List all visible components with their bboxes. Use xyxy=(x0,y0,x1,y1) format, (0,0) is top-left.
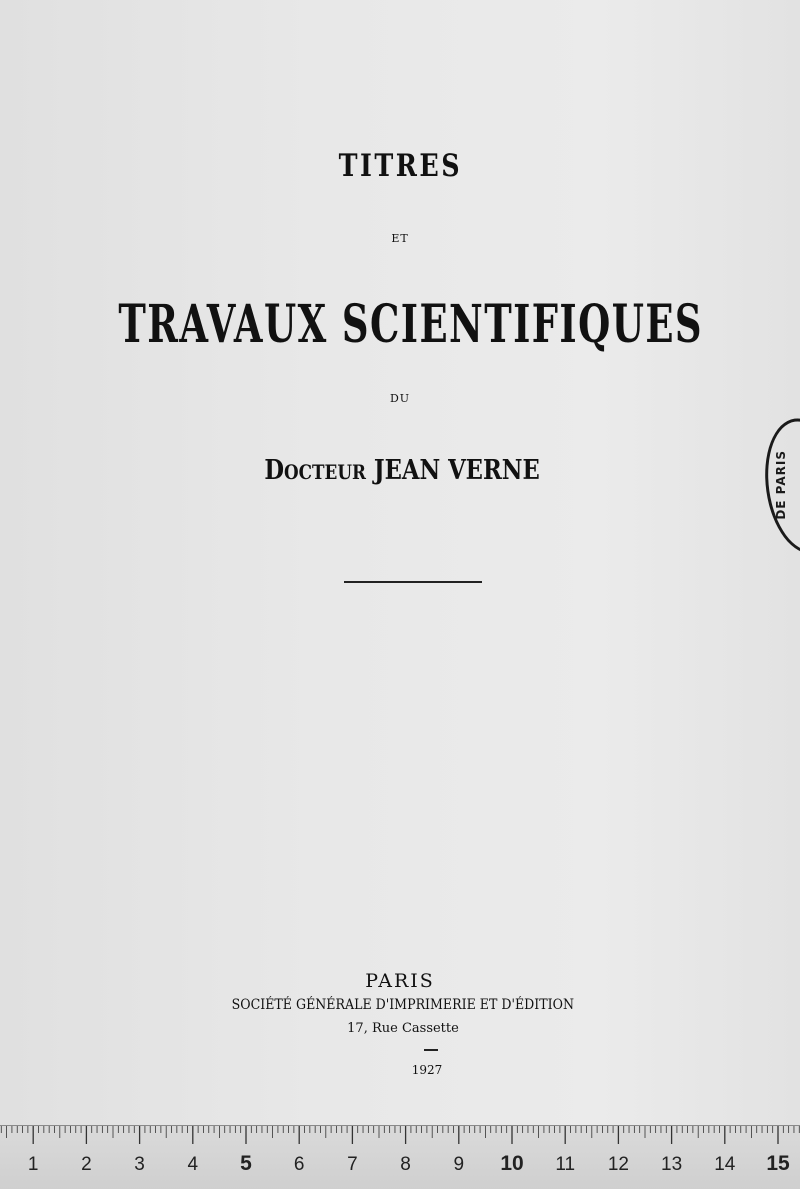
ruler-label: 8 xyxy=(400,1154,411,1175)
title-preposition: DU xyxy=(389,392,411,405)
ruler-label: 2 xyxy=(81,1154,92,1175)
ruler-label: 11 xyxy=(555,1154,576,1175)
ruler-label: 10 xyxy=(500,1152,524,1175)
ruler-label: 3 xyxy=(134,1154,145,1175)
measuring-ruler xyxy=(0,1125,800,1189)
title-line-titres: TITRES xyxy=(338,148,463,184)
ruler-label: 9 xyxy=(453,1154,465,1175)
author-prefix-rest: OCTEUR xyxy=(284,460,366,484)
ruler-label: 5 xyxy=(240,1152,252,1175)
author-line xyxy=(66,455,738,486)
imprint-dash xyxy=(424,1049,438,1051)
ruler-label: 15 xyxy=(766,1152,790,1175)
ruler-label: 13 xyxy=(661,1154,683,1175)
ruler-label: 12 xyxy=(607,1154,629,1175)
imprint-year: 1927 xyxy=(411,1063,443,1077)
imprint-address: 17, Rue Cassette xyxy=(347,1021,459,1036)
imprint-city: PARIS xyxy=(365,970,435,992)
title-divider-rule xyxy=(344,581,482,583)
ruler-label: 6 xyxy=(293,1154,305,1175)
ruler-label: 14 xyxy=(714,1154,736,1175)
author-prefix-initial: D xyxy=(264,455,285,486)
ruler-label: 4 xyxy=(187,1154,199,1175)
library-stamp-text: DE PARIS xyxy=(774,450,788,520)
ruler-scale xyxy=(0,1126,800,1189)
ruler-label: 7 xyxy=(347,1154,358,1175)
ruler-label: 1 xyxy=(27,1154,39,1175)
title-connector: ET xyxy=(391,232,409,245)
title-line-travaux: TRAVAUX SCIENTIFIQUES xyxy=(118,294,703,355)
author-name: JEAN VERNE xyxy=(373,455,540,486)
imprint-publisher: SOCIÉTÉ GÉNÉRALE D'IMPRIMERIE ET D'ÉDITION xyxy=(231,997,574,1013)
